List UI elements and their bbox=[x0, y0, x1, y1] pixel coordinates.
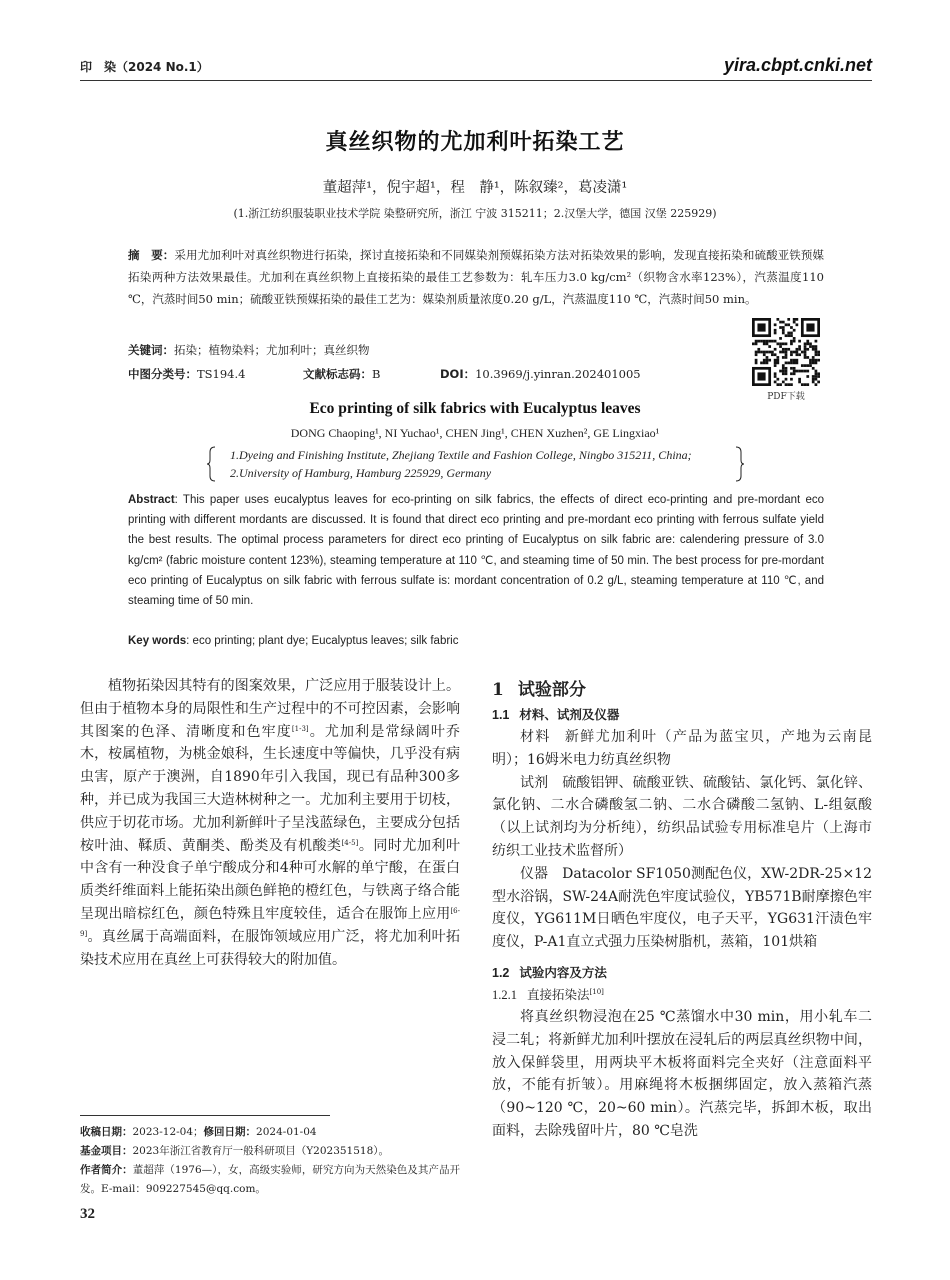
author-list: 董超萍¹，倪宇超¹，程 静¹，陈叙臻²，葛凌潇¹ bbox=[322, 180, 628, 196]
english-affiliation-2: 2.University of Hamburg, Hamburg 225929, Germany bbox=[230, 466, 492, 480]
footnote-fund bbox=[80, 1142, 460, 1161]
intro-text-3: 。同时尤加利叶中含有一种没食子单宁酸成分和4种可水解的单宁酸，在蛋白质类纤维面料上能拓染出颜色鲜艳的橙红色，与铁离子络合能呈现出暗棕红色，颜色特殊且牢度较佳，适合在服饰上应用 bbox=[80, 837, 461, 922]
author-bio-text: 董超萍（1976—），女，高级实验师，研究方向为天然染色及其产品开发。E-mail：909227545@qq.com。 bbox=[80, 1164, 460, 1195]
intro-text-1: 植物拓染因其特有的图案效果，广泛应用于服装设计上。但由于植物本身的局限性和生产过程中的不可控因素，会影响其图案的色泽、清晰度和色牢度 bbox=[80, 678, 460, 740]
materials-paragraph bbox=[492, 726, 872, 772]
abstract-en-text: : This paper uses eucalyptus leaves for eco-printing on silk fabrics, the effects of direct eco-printing and pre-mordant eco printing with different mordants are discussed. It is found that direct eco printing and pre-mordant eco printing with ferrous sulfate yield the best results. The optimal process parameters for direct eco printing of Eucalyptus on silk fabric are: calendering pressure of 3.0 kg/cm² (fabric moisture content 123%), steaming temperature at 110 ℃, and steaming time of 50 min. The best process for pre-mordant eco printing of Eucalyptus on silk fabric with ferrous sulfate is: mordant concentration of 0.2 g/L, steaming temperature at 110 ℃, and steaming time of 50 min. bbox=[128, 494, 824, 608]
header-rule bbox=[80, 80, 872, 81]
abstract-cn-text: 采用尤加利叶对真丝织物进行拓染，探讨直接拓染和不同媒染剂预媒拓染方法对拓染效果的影响，发现直接拓染和硫酸亚铁预媒拓染两种方法效果最佳。尤加利在真丝织物上直接拓染的最佳工艺参数为：轧车压力3.0 kg/cm²（织物含水率123%），汽蒸温度110 ℃，汽蒸时间50 min；硫酸亚铁预媒拓染的最佳工艺为：媒染剂质量浓度0.20 g/L，汽蒸温度110 ℃，汽蒸时间50 min。 bbox=[128, 248, 824, 306]
footnote-dates bbox=[80, 1123, 460, 1142]
english-title: Eco printing of silk fabrics with Eucalyptus leaves bbox=[309, 400, 641, 417]
qr-label: PDF下载 bbox=[767, 392, 805, 402]
affiliation: (1.浙江纺织服装职业技术学院 染整研究所，浙江 宁波 315211；2.汉堡大学，德国 汉堡 225929) bbox=[233, 207, 717, 220]
footnotes bbox=[80, 1123, 460, 1199]
english-affiliation-1: 1.Dyeing and Finishing Institute, Zhejiang Textile and Fashion College, Ningbo 315211, China; bbox=[230, 448, 692, 462]
citation-ref[interactable]: [10] bbox=[589, 987, 604, 996]
author-bio-label: 作者简介： bbox=[80, 1164, 133, 1176]
footnote-author bbox=[80, 1161, 460, 1199]
right-brace-icon bbox=[735, 446, 745, 482]
citation-ref[interactable]: [6-9] bbox=[80, 906, 460, 938]
instruments-text: Datacolor SF1050测配色仪，XW-2DR-25×12型水浴锅，SW-24A耐洗色牢度试验仪，YB571B耐摩擦色牢度仪，YG611M日晒色牢度仪，电子天平，YG631汗渍色牢度仪，P-A1直立式强力压染树脂机，蒸箱，101烘箱 bbox=[492, 865, 872, 951]
keywords-en-label: Key words bbox=[128, 635, 187, 647]
keywords-cn-text: 拓染；植物染料；尤加利叶；真丝织物 bbox=[174, 343, 370, 357]
english-authors: DONG Chaoping¹, NI Yuchao¹, CHEN Jing¹, CHEN Xuzhen², GE Lingxiao¹ bbox=[290, 426, 660, 440]
doi bbox=[440, 366, 641, 382]
subsection-title: 材料、试剂及仪器 bbox=[519, 707, 620, 722]
footnote-rule bbox=[80, 1115, 330, 1116]
section-column bbox=[492, 678, 872, 1143]
materials-text: 新鲜尤加利叶（产品为蓝宝贝，产地为云南昆明）；16姆米电力纺真丝织物 bbox=[492, 729, 873, 768]
subsection-heading bbox=[492, 962, 872, 984]
doc-code-value: B bbox=[372, 367, 381, 381]
subsubsection-number: 1.2.1 bbox=[492, 987, 517, 1002]
materials-term: 材料 bbox=[520, 729, 551, 745]
intro-text-4: 。真丝属于高端面料，在服饰领域应用广泛，将尤加利叶拓染技术应用在真丝上可获得较大的附加值。 bbox=[80, 928, 460, 968]
qr-code-icon[interactable] bbox=[752, 318, 820, 386]
fund-label: 基金项目： bbox=[80, 1145, 133, 1157]
subsection-title: 试验内容及方法 bbox=[519, 964, 607, 980]
english-affiliations bbox=[218, 446, 738, 482]
fund-text: 2023年浙江省教育厅一般科研项目（Y202351518）。 bbox=[132, 1145, 390, 1157]
page-number: 32 bbox=[80, 1206, 95, 1222]
revised-date: 2024-01-04 bbox=[256, 1126, 317, 1138]
reagents-paragraph bbox=[492, 772, 872, 863]
left-brace-icon bbox=[206, 446, 216, 482]
subsection-heading bbox=[492, 704, 872, 726]
intro-text-2: 。尤加利是常绿阔叶乔木，桉属植物，为桃金娘科，生长速度中等偏快，几乎没有病虫害，原产于澳洲，自1890年引入我国，现已有品种300多种，并已成为我国三大造林树种之一。尤加利主要用于切枝，供应于切花市场。尤加利新鲜叶子呈浅蓝绿色，主要成分包括桉叶油、鞣质、黄酮类、酚类及有机酸类 bbox=[80, 723, 461, 854]
doi-label: DOI： bbox=[440, 367, 476, 381]
journal-site-link[interactable]: yira.cbpt.cnki.net bbox=[723, 55, 872, 75]
classification-value: TS194.4 bbox=[197, 367, 246, 381]
keywords-en bbox=[128, 635, 458, 647]
subsection-number: 1.2 bbox=[492, 965, 510, 980]
intro-paragraph bbox=[80, 675, 460, 971]
abstract-cn bbox=[128, 244, 824, 310]
doc-code bbox=[303, 366, 380, 382]
section-number: 1 bbox=[492, 680, 504, 700]
citation-ref[interactable]: [1-3] bbox=[291, 724, 309, 733]
received-label: 收稿日期： bbox=[80, 1126, 133, 1138]
subsection-number: 1.1 bbox=[492, 708, 510, 722]
abstract-cn-label: 摘 要： bbox=[128, 248, 175, 262]
instruments-term: 仪器 bbox=[520, 865, 549, 882]
doi-value[interactable]: 10.3969/j.yinran.202401005 bbox=[475, 367, 641, 381]
method-paragraph: 将真丝织物浸泡在25 ℃蒸馏水中30 min，用小轧车二浸二轧；将新鲜尤加利叶摆放在浸轧后的两层真丝织物中间，放入保鲜袋里，用两块平木板将面料完全夹好（注意面料平放，不能有折皱）。用麻绳将木板捆绑固定，放入蒸箱汽蒸（90~120 ℃，20~60 min）。汽蒸完毕，拆卸木板，取出面料，去除残留叶片，80 ℃皂洗 bbox=[492, 1008, 872, 1139]
section-title: 试验部分 bbox=[517, 680, 586, 700]
instruments-paragraph bbox=[492, 863, 872, 954]
reagents-text: 硫酸铝钾、硫酸亚铁、硫酸钴、氯化钙、氯化锌、氯化钠、二水合磷酸氢二钠、二水合磷酸二氢钠、L-组氨酸（以上试剂均为分析纯），纺织品试验专用标准皂片（上海市纺织工业技术监督所） bbox=[492, 774, 873, 859]
running-header bbox=[80, 55, 872, 80]
journal-issue: 印 染（2024 No.1） bbox=[80, 60, 209, 74]
keywords-cn bbox=[128, 342, 370, 358]
classification-label: 中图分类号： bbox=[128, 367, 197, 381]
subsubsection-title: 直接拓染法 bbox=[527, 986, 590, 1002]
abstract-en-label: Abstract bbox=[128, 494, 175, 506]
reagents-term: 试剂 bbox=[520, 774, 549, 791]
classification bbox=[128, 366, 245, 382]
section-heading bbox=[492, 678, 872, 702]
keywords-cn-label: 关键词： bbox=[128, 343, 174, 357]
abstract-en bbox=[128, 490, 824, 611]
received-date: 2023-12-04； bbox=[132, 1126, 204, 1138]
doc-code-label: 文献标志码： bbox=[303, 367, 372, 381]
subsubsection-heading bbox=[492, 984, 872, 1006]
revised-label: 修回日期： bbox=[203, 1126, 257, 1138]
intro-column bbox=[80, 675, 460, 971]
keywords-en-text: : eco printing; plant dye; Eucalyptus leaves; silk fabric bbox=[186, 635, 459, 647]
citation-ref[interactable]: [4-5] bbox=[341, 838, 359, 847]
paper-title: 真丝织物的尤加利叶拓染工艺 bbox=[325, 130, 625, 155]
